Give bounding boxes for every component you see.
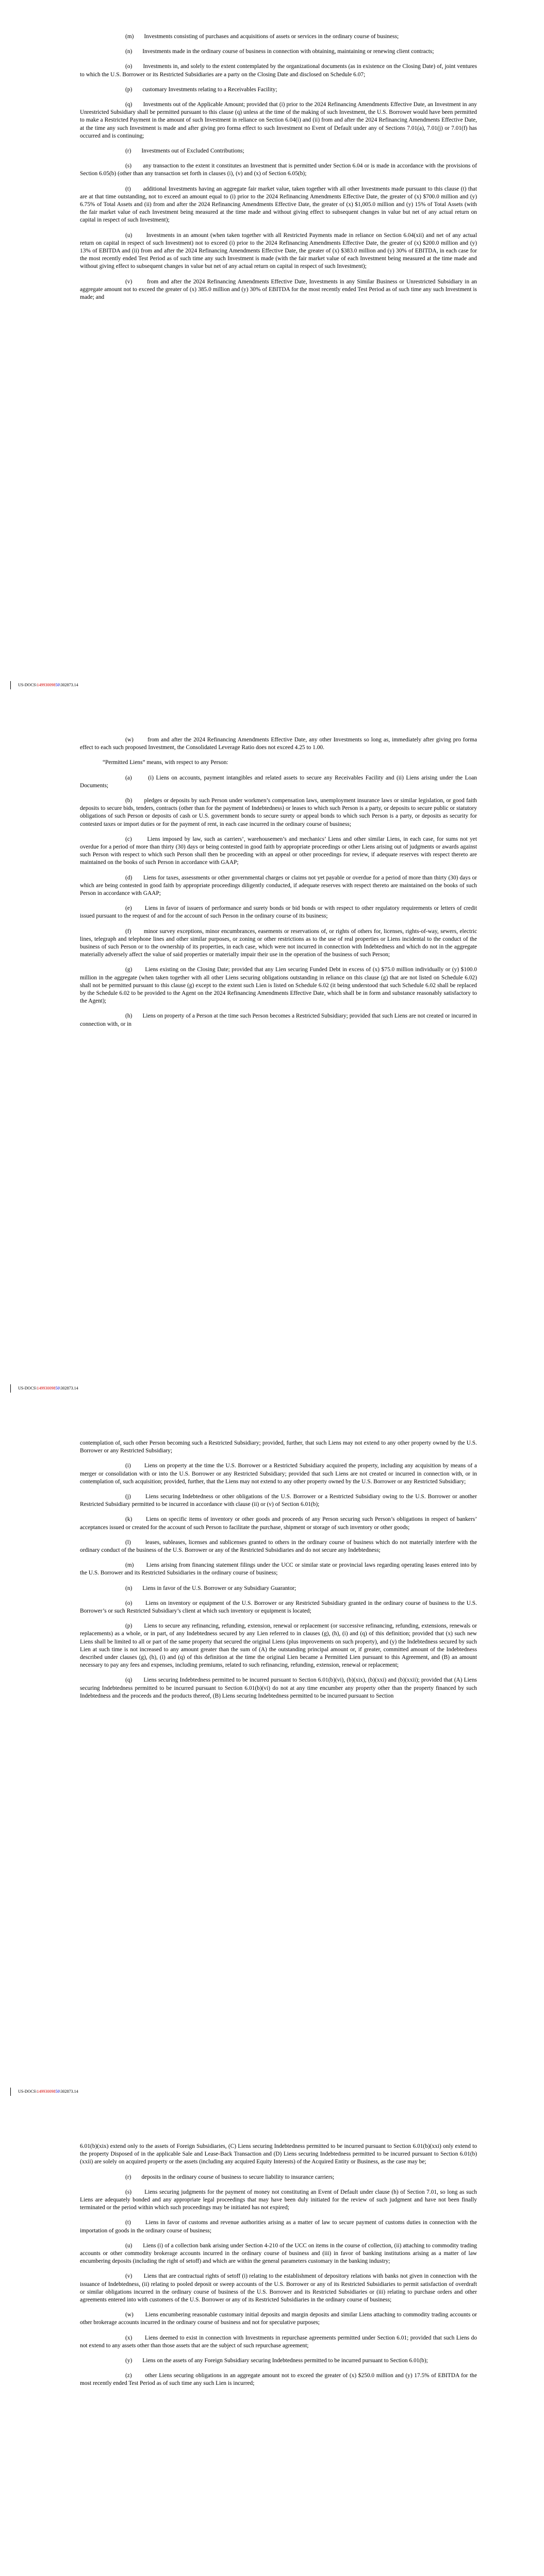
definition-permitted-liens: “Permitted Liens” means, with respect to any Person: <box>103 759 228 766</box>
paragraph-l: (l) leases, subleases, licenses and sublicenses granted to others in the ordinary course of business which do not materially interfere with the ordinary conduct of the business of the U.S. Borrower or any of the Restricted Subsidiaries and do not secure any Indebtedness; <box>80 1539 477 1554</box>
paragraph-q: (q) Investments out of the Applicable Amount; provided that (i) prior to the 2024 Refinancing Amendments Effective Date, an Investment in any Unrestricted Subsidiary shall be permitted pursuant to this clause (q) unless at the time of the making of such Investment, the U.S. Borrower would have been permitted to make a Restricted Payment in the amount of such Investment in reliance on Section 6.04(i) and (ii) from and after the 2024 Refinancing Amendments Effective Date, at the time any such Investment is made and after giving pro forma effect to such Investment no Event of Default under any of Sections 7.01(a), 7.01(j) or 7.01(f) has occurred and is continuing; <box>80 101 477 139</box>
paragraph-f: (f) minor survey exceptions, minor encumbrances, easements or reservations of, or rights of others for, licenses, rights-of-way, sewers, electric lines, telegraph and telephone lines and other similar purposes, or zoning or other restrictions as to the use of real properties or Liens incidental to the conduct of the business of such Person or to the ownership of its properties, in each case, which were not incurred in connection with Indebtedness and which do not in the aggregate materially adversely affect the value of said properties or materially impair their use in the operation of the business of such Person; <box>80 928 477 958</box>
paragraph-p: (p) customary Investments relating to a Receivables Facility; <box>125 86 277 93</box>
paragraph-c: (c) Liens imposed by law, such as carriers’, warehousemen’s and mechanics’ Liens and other similar Liens, in each case, for sums not yet overdue for a period of more than thirty (30) days or being contested in good faith by appropriate proceedings or other Liens arising out of judgments or awards against such Person with respect to which such Person shall then be proceeding with an appeal or other proceedings for review, if adequate reserves with respect thereto are maintained on the books of such Person in accordance with GAAP; <box>80 836 477 866</box>
page-footer <box>10 1384 78 1393</box>
paragraph-v: (v) from and after the 2024 Refinancing Amendments Effective Date, Investments in any Similar Business or Unrestricted Subsidiary in an aggregate amount not to exceed the greater of (x) 385.0 million and (y) 30% of EBITDA for the most recently ended Test Period as of such time any such Investment is made; and <box>80 278 477 301</box>
change-bar <box>10 681 11 689</box>
paragraph-v: (v) Liens that are contractual rights of setoff (i) relating to the establishment of depository relations with banks not given in connection with the issuance of Indebtedness, (ii) relating to pooled deposit or sweep accounts of the U.S. Borrower or any of its Restricted Subsidiaries to permit satisfaction of overdraft or similar obligations incurred in the ordinary course of business of the U.S. Borrower and its Restricted Subsidiaries or (iii) relating to purchase orders and other agreements entered into with customers of the U.S. Borrower or any of its Restricted Subsidiaries in the ordinary course of business; <box>80 2273 477 2303</box>
paragraph-x: (x) Liens deemed to exist in connection with Investments in repurchase agreements permitted under Section 6.01; provided that such Liens do not extend to any assets other than those assets that are the subject of such repurchase agreement; <box>80 2334 477 2349</box>
paragraph-r: (r) Investments out of Excluded Contributions; <box>125 148 244 155</box>
paragraph-s: (s) any transaction to the extent it constitutes an Investment that is permitted under Section 6.04 or is made in accordance with the provisions of Section 6.05(b) (other than any transaction set forth in clauses (i), (v) and (x) of Section 6.05(b); <box>80 163 477 177</box>
page-footer <box>10 2088 78 2096</box>
doc-id: US-DOCS\14993009850\302873.14 <box>18 2089 78 2094</box>
paragraph-u: (u) Investments in an amount (when taken together with all Restricted Payments made in reliance on Section 6.04(xii) and net of any actual return on capital in respect of such Investment) not to exceed (i) prior to the 2024 Refinancing Amendments Effective Date, the greater of (x) $200.0 million and (y) 13% of EBITDA and (ii) from and after the 2024 Refinancing Amendments Effective Date, the greater of (x) $383.0 million and (y) 30% of EBITDA, in each case for the most recently ended Test Period as of such time any such Investment is made (with the fair market value of each Investment being measured at the time made and without giving effect to subsequent changes in value but net of any actual return on capital in respect of such Investment); <box>80 232 477 270</box>
paragraph-h: (h) Liens on property of a Person at the time such Person becomes a Restricted Subsidiary; provided that such Liens are not created or incurred in connection with, or in <box>80 1013 477 1027</box>
change-bar <box>10 1384 11 1393</box>
paragraph-t: (t) additional Investments having an aggregate fair market value, taken together with all other Investments made pursuant to this clause (t) that are at that time outstanding, not to exceed an amount equal to (i) prior to the 2024 Refinancing Amendments Effective Date, the greater of (x) $700.0 million and (y) 6.75% of Total Assets and (ii) from and after the 2024 Refinancing Amendments Effective Date, the greater of (x) $1,005.0 million and (y) 15% of Total Assets (with the fair market value of each Investment being measured at the time made and without giving effect to subsequent changes in value but net of any actual return on capital in respect of such Investment); <box>80 185 477 224</box>
paragraph-w: (w) from and after the 2024 Refinancing Amendments Effective Date, any other Investments so long as, immediately after giving pro forma effect to each such proposed Investment, the Consolidated Leverage Ratio does not exceed 4.25 to 1.00. <box>80 737 477 751</box>
paragraph-q: (q) Liens securing Indebtedness permitted to be incurred pursuant to Section 6.01(b)(vi), (b)(xix), (b)(xxi) and (b)(xxii); provided that (A) Liens securing Indebtedness permitted to be incurred pursuant to Section 6.01(b)(vi) do not at any time encumber any property other than the property financed by such Indebtedness and the proceeds and the products thereof, (B) Liens securing Indebtedness permitted to be incurred pursuant to Section <box>80 1677 477 1699</box>
paragraph-g: (g) Liens existing on the Closing Date; provided that any Lien securing Funded Debt in excess of (x) $75.0 million individually or (y) $100.0 million in the aggregate (when taken together with all other Liens securing obligations outstanding in reliance on this clause (g) that are not listed on Schedule 6.02) shall not be permitted pursuant to this clause (g) except to the extent such Lien is listed on Schedule 6.02 (it being understood that such Schedule 6.02 shall be replaced by the Schedule 6.02 to be provided to the Agent on the 2024 Refinancing Amendments Effective Date, which shall be in form and substance reasonably satisfactory to the Agent); <box>80 967 477 1005</box>
document-page-3 <box>0 1406 544 2110</box>
document-page-1 <box>0 0 544 703</box>
doc-id: US-DOCS\14993009850\302873.14 <box>18 1386 78 1391</box>
paragraph-continuation: 6.01(b)(xix) extend only to the assets of Foreign Subsidiaries, (C) Liens securing Indebtedness permitted to be incurred pursuant to Section 6.01(b)(xxi) only extend to the property Disposed of in the applicable Sale and Lease-Back Transaction and (D) Liens securing Indebtedness permitted to be incurred pursuant to Section 6.01(b)(xxii) are solely on acquired property or the assets (including any acquired Equity Interests) of the Acquired Entity or Business, as the case may be; <box>80 2143 477 2165</box>
paragraph-u: (u) Liens (i) of a collection bank arising under Section 4-210 of the UCC on items in the course of collection, (ii) attaching to commodity trading accounts or other commodity brokerage accounts incurred in the ordinary course of business and (iii) in favor of banking institutions arising as a matter of law encumbering deposits (including the right of setoff) and which are within the general parameters customary in the banking industry; <box>80 2242 477 2265</box>
doc-id: US-DOCS\14993009850\302873.14 <box>18 683 78 687</box>
paragraph-r: (r) deposits in the ordinary course of business to secure liability to insurance carriers; <box>125 2174 335 2180</box>
paragraph-e: (e) Liens in favor of issuers of performance and surety bonds or bid bonds or with respect to other regulatory requirements or letters of credit issued pursuant to the request of and for the account of such Person in the ordinary course of its business; <box>80 905 477 920</box>
paragraph-n: (n) Liens in favor of the U.S. Borrower or any Subsidiary Guarantor; <box>125 1585 296 1591</box>
paragraph-w: (w) Liens encumbering reasonable customary initial deposits and margin deposits and similar Liens attaching to commodity trading accounts or other brokerage accounts incurred in the ordinary course of business and not for speculative purposes; <box>80 2312 477 2326</box>
paragraph-s: (s) Liens securing judgments for the payment of money not constituting an Event of Default under clause (h) of Section 7.01, so long as such Liens are adequately bonded and any appropriate legal proceedings that may have been duly initiated for the review of such judgment and have not been finally terminated or the period within which such proceedings may be initiated has not expired; <box>80 2189 477 2211</box>
change-bar <box>10 2088 11 2096</box>
paragraph-z: (z) other Liens securing obligations in an aggregate amount not to exceed the greater of (x) $250.0 million and (y) 17.5% of EBITDA for the most recently ended Test Period as of such time any such Lien is incurred; <box>80 2372 477 2387</box>
paragraph-j: (j) Liens securing Indebtedness or other obligations of the U.S. Borrower or a Restricted Subsidiary owing to the U.S. Borrower or another Restricted Subsidiary permitted to be incurred in accordance with clause (ii) or (v) of Section 6.01(b); <box>80 1494 477 1508</box>
paragraph-k: (k) Liens on specific items of inventory or other goods and proceeds of any Person securing such Person’s obligations in respect of bankers’ acceptances issued or created for the account of such Person to facilitate the purchase, shipment or storage of such inventory or other goods; <box>80 1516 477 1531</box>
paragraph-p: (p) Liens to secure any refinancing, refunding, extension, renewal or replacement (or successive refinancing, refunding, extensions, renewals or replacements) as a whole, or in part, of any Indebtedness secured by any Lien referred to in clauses (g), (h), (i) and (q) of this definition; provided that (x) such new Liens shall be limited to all or part of the same property that secured the original Liens (plus improvements on such property), and (y) the Indebtedness secured by such Lien at such time is not increased to any amount greater than the sum of (A) the outstanding principal amount or, if greater, committed amount of the Indebtedness described under clauses (g), (h), (i) and (q) of this definition at the time the original Lien became a Permitted Lien pursuant to this Agreement, and (B) an amount necessary to pay any fees and expenses, including premiums, related to such refinancing, refunding, extension, renewal or replacement; <box>80 1623 477 1669</box>
paragraph-n: (n) Investments made in the ordinary course of business in connection with obtaining, maintaining or renewing client contracts; <box>125 48 434 55</box>
paragraph-y: (y) Liens on the assets of any Foreign Subsidiary securing Indebtedness permitted to be incurred pursuant to Section 6.01(b); <box>125 2358 428 2364</box>
paragraph-continuation: contemplation of, such other Person becoming such a Restricted Subsidiary; provided, further, that such Liens may not extend to any other property owned by the U.S. Borrower or any Restricted Subsidiary; <box>80 1440 477 1454</box>
paragraph-m: (m) Investments consisting of purchases and acquisitions of assets or services in the ordinary course of business; <box>125 33 399 40</box>
paragraph-a: (a) (i) Liens on accounts, payment intangibles and related assets to secure any Receivables Facility and (ii) Liens arising under the Loan Documents; <box>80 774 477 789</box>
paragraph-b: (b) pledges or deposits by such Person under workmen’s compensation laws, unemployment insurance laws or similar legislation, or good faith deposits to secure bids, tenders, contracts (other than for the payment of Indebtedness) or leases to which such Person is a party, or deposits to secure public or statutory obligations of such Person or deposits of cash or U.S. government bonds to secure surety or appeal bonds to which such Person is a party, or deposits as security for contested taxes or import duties or for the payment of rent, in each case incurred in the ordinary course of business; <box>80 798 477 827</box>
paragraph-o: (o) Liens on inventory or equipment of the U.S. Borrower or any Restricted Subsidiary granted in the ordinary course of business to the U.S. Borrower’s or such Restricted Subsidiary’s client at which such inventory or equipment is located; <box>80 1600 477 1615</box>
paragraph-d: (d) Liens for taxes, assessments or other governmental charges or claims not yet payable or overdue for a period of more than thirty (30) days or which are being contested in good faith by appropriate proceedings diligently conducted, if adequate reserves with respect thereto are maintained on the books of such Person in accordance with GAAP; <box>80 874 477 897</box>
document-page-2 <box>0 703 544 1406</box>
paragraph-i: (i) Liens on property at the time the U.S. Borrower or a Restricted Subsidiary acquired the property, including any acquisition by means of a merger or consolidation with or into the U.S. Borrower or any Restricted Subsidiary; provided that such Liens are not created or incurred in connection with, or in contemplation of, such acquisition; provided, further, that the Liens may not extend to any other property owned by the U.S. Borrower or any Restricted Subsidiary; <box>80 1463 477 1485</box>
document-page-4 <box>0 2110 544 2576</box>
page-footer <box>10 681 78 689</box>
paragraph-m: (m) Liens arising from financing statement filings under the UCC or similar state or provincial laws regarding operating leases entered into by the U.S. Borrower and its Restricted Subsidiaries in the ordinary course of business; <box>80 1562 477 1577</box>
paragraph-o: (o) Investments in, and solely to the extent contemplated by the organizational documents (as in existence on the Closing Date) of, joint ventures to which the U.S. Borrower or its Restricted Subsidiaries are a party on the Closing Date and disclosed on Schedule 6.07; <box>80 63 477 78</box>
paragraph-t: (t) Liens in favor of customs and revenue authorities arising as a matter of law to secure payment of customs duties in connection with the importation of goods in the ordinary course of business; <box>80 2219 477 2234</box>
